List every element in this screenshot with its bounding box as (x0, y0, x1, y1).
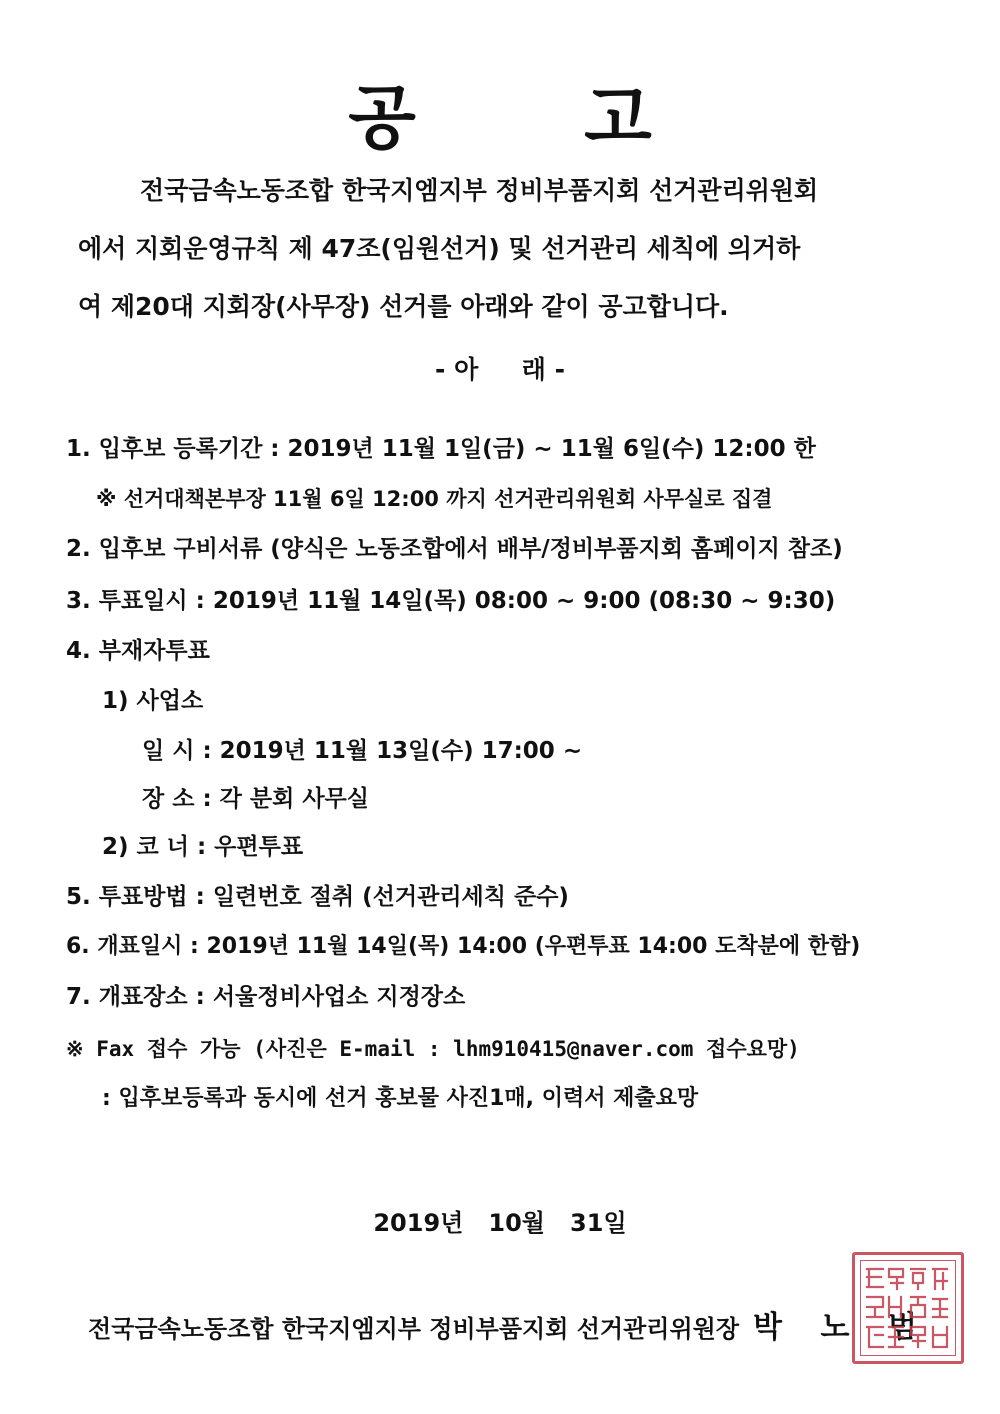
item-registration-period: 1. 입후보 등록기간 : 2019년 11월 1일(금) ~ 11월 6일(수) 12:00 한 (66, 436, 816, 462)
notice-title: 공 고 (348, 77, 724, 159)
item-absentee-corner: 2) 코 너 : 우편투표 (102, 834, 304, 860)
signature-line (88, 1302, 931, 1346)
item-fax-note: ※ Fax 접수 가능 (사진은 E-mail : lhm910415@naver.com 접수요망) (66, 1037, 800, 1061)
item-absentee-office: 1) 사업소 (102, 688, 204, 714)
official-seal-stamp (852, 1252, 964, 1364)
signature-name: 박 노 범 (753, 1310, 931, 1345)
section-heading-below: - 아 래 - (435, 355, 565, 384)
item-voting-time: 3. 투표일시 : 2019년 11월 14일(목) 08:00 ~ 9:00 (08:30 ~ 9:30) (66, 588, 836, 614)
intro-paragraph (78, 162, 940, 336)
item-voting-method: 5. 투표방법 : 일련번호 절취 (선거관리세칙 준수) (66, 884, 569, 910)
item-absentee-voting: 4. 부재자투표 (66, 638, 210, 664)
item-required-documents: 2. 입후보 구비서류 (양식은 노동조합에서 배부/정비부품지회 홈페이지 참조) (66, 536, 843, 562)
seal-pattern-icon (855, 1255, 961, 1361)
intro-line-2: 에서 지회운영규칙 제 47조(임원선거) 및 선거관리 세칙에 의거하 (78, 234, 801, 263)
item-absentee-datetime: 일 시 : 2019년 11월 13일(수) 17:00 ~ (142, 738, 583, 764)
intro-line-3: 여 제20대 지회장(사무장) 선거를 아래와 같이 공고합니다. (78, 292, 729, 321)
item-counting-time: 6. 개표일시 : 2019년 11월 14일(목) 14:00 (우편투표 14:00 도착분에 한함) (66, 934, 861, 959)
item-absentee-place: 장 소 : 각 분회 사무실 (142, 786, 369, 812)
notice-date: 2019년 10월 31일 (373, 1209, 627, 1237)
intro-line-1: 전국금속노동조합 한국지엠지부 정비부품지회 선거관리위원회 (140, 176, 819, 205)
signature-org: 전국금속노동조합 한국지엠지부 정비부품지회 선거관리위원장 (88, 1315, 740, 1343)
item-counting-place: 7. 개표장소 : 서울정비사업소 지정장소 (66, 984, 466, 1010)
item-registration-note: ※ 선거대책본부장 11월 6일 12:00 까지 선거관리위원회 사무실로 집결 (96, 487, 773, 511)
item-photo-note: : 입후보등록과 동시에 선거 홍보물 사진1매, 이력서 제출요망 (102, 1086, 699, 1111)
